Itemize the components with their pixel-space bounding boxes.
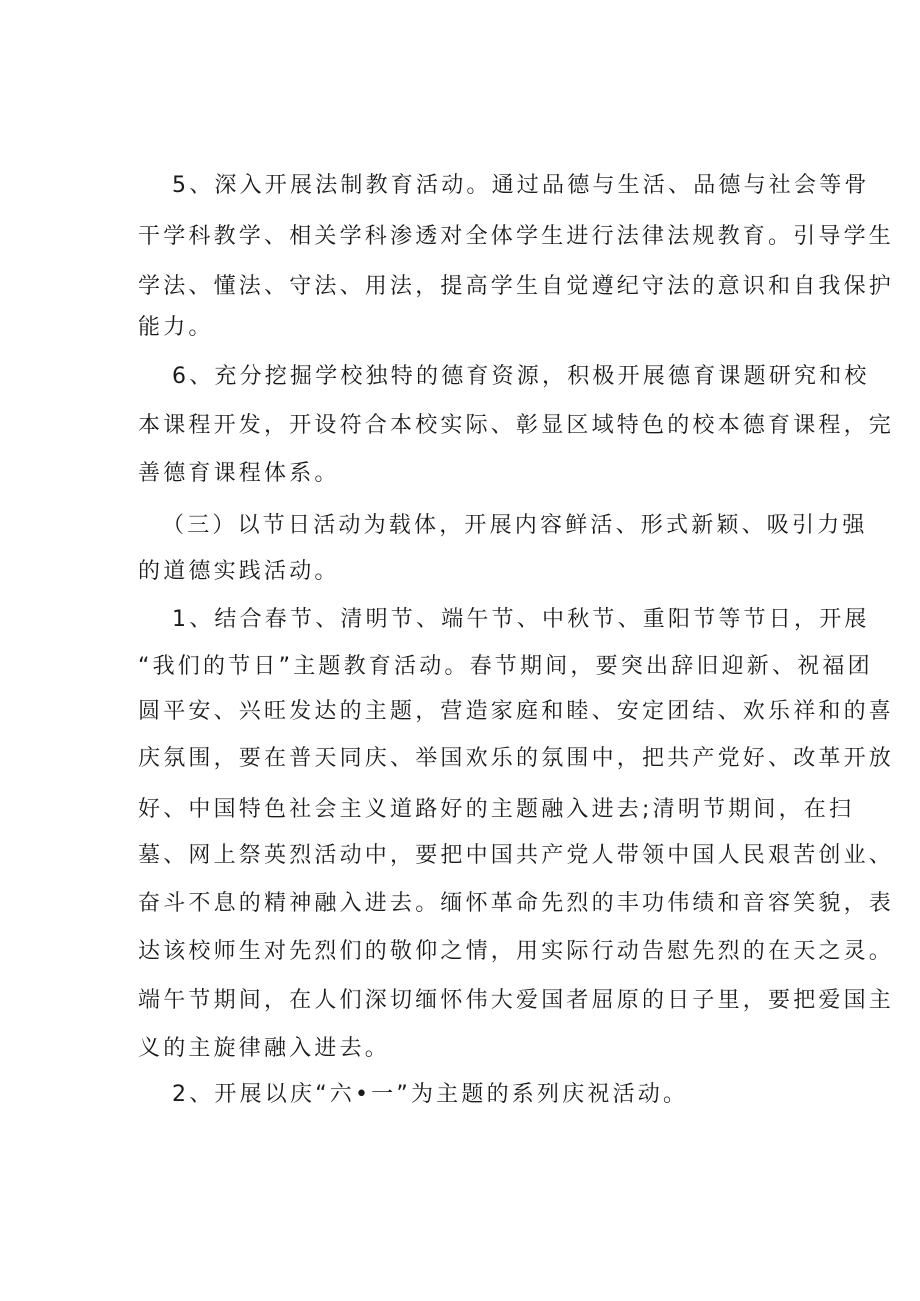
paragraph-1-line-8: 达该校师生对先烈们的敬仰之情，用实际行动告慰先烈的在天之灵。 <box>138 939 895 964</box>
paragraph-5-line-1: 5、深入开展法制教育活动。通过品德与生活、品德与社会等骨 <box>172 173 870 198</box>
paragraph-5-line-4: 能力。 <box>138 315 214 340</box>
paragraph-6-line-2: 本课程开发，开设符合本校实际、彰显区域特色的校本德育课程，完 <box>138 413 895 438</box>
paragraph-1-line-1: 1、结合春节、清明节、端午节、中秋节、重阳节等节日，开展 <box>172 607 870 632</box>
paragraph-1-line-5: 好、中国特色社会主义道路好的主题融入进去;清明节期间，在扫 <box>138 797 855 822</box>
paragraph-1-line-2: “我们的节日”主题教育活动。春节期间，要突出辞旧迎新、祝福团 <box>138 654 873 679</box>
paragraph-1-line-4: 庆氛围，要在普天同庆、举国欢乐的氛围中，把共产党好、改革开放 <box>138 746 895 771</box>
paragraph-1-line-9: 端午节期间，在人们深切缅怀伟大爱国者屈原的日子里，要把爱国主 <box>138 988 895 1013</box>
paragraph-5-line-3: 学法、懂法、守法、用法，提高学生自觉遵纪守法的意识和自我保护 <box>138 274 895 299</box>
paragraph-1-line-7: 奋斗不息的精神融入进去。缅怀革命先烈的丰功伟绩和音容笑貌，表 <box>138 891 895 916</box>
section-3-heading-line-2: 的道德实践活动。 <box>138 559 340 584</box>
paragraph-1-line-3: 圆平安、兴旺发达的主题，营造家庭和睦、安定团结、欢乐祥和的喜 <box>138 699 895 724</box>
paragraph-6-line-3: 善德育课程体系。 <box>138 461 340 486</box>
paragraph-6-line-1: 6、充分挖掘学校独特的德育资源，积极开展德育课题研究和校 <box>172 364 870 389</box>
paragraph-2-line-1: 2、开展以庆“六•一”为主题的系列庆祝活动。 <box>172 1082 689 1107</box>
paragraph-5-line-2: 干学科教学、相关学科渗透对全体学生进行法律法规教育。引导学生 <box>138 224 895 249</box>
paragraph-1-line-6: 墓、网上祭英烈活动中，要把中国共产党人带领中国人民艰苦创业、 <box>138 843 895 868</box>
section-3-heading-line-1: （三）以节日活动为载体，开展内容鲜活、形式新颖、吸引力强 <box>162 513 868 538</box>
paragraph-1-line-10: 义的主旋律融入进去。 <box>138 1036 391 1061</box>
